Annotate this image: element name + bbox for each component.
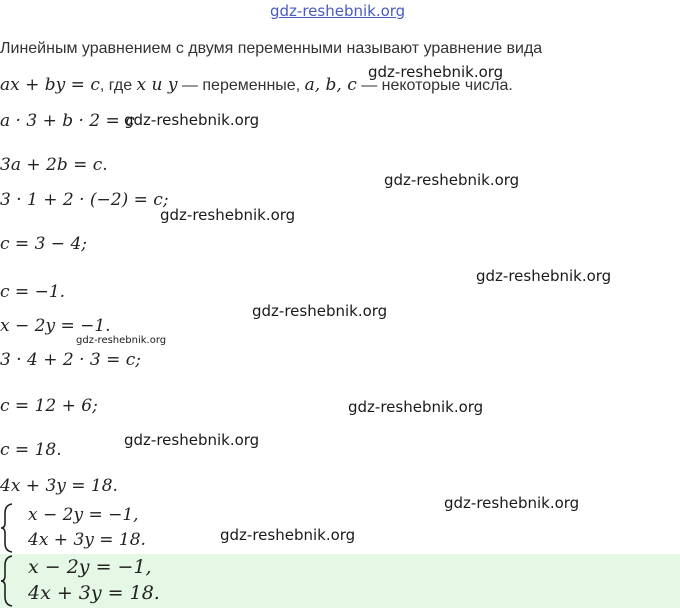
watermark: gdz-reshebnik.org xyxy=(220,526,356,544)
answer-eq-2: 4x + 3y = 18. xyxy=(28,582,160,604)
variables: x и y xyxy=(136,75,178,95)
system-eq-2: 4x + 3y = 18. xyxy=(28,530,146,550)
watermark: gdz-reshebnik.org xyxy=(160,206,296,224)
watermark: gdz-reshebnik.org xyxy=(476,267,612,285)
watermark: gdz-reshebnik.org xyxy=(124,111,260,129)
step-6: x − 2y = −1. xyxy=(0,316,111,336)
watermark: gdz-reshebnik.org xyxy=(384,171,520,189)
left-brace-icon xyxy=(0,555,14,607)
general-formula: ax + by = c xyxy=(0,75,100,95)
step-2: 3a + 2b = c. xyxy=(0,155,108,175)
step-8: c = 12 + 6; xyxy=(0,396,98,416)
watermark: gdz-reshebnik.org xyxy=(348,398,484,416)
step-1: a · 3 + b · 2 = c xyxy=(0,111,135,131)
left-brace-icon xyxy=(0,503,14,553)
answer-eq-1: x − 2y = −1, xyxy=(28,556,152,578)
definition-text-2: — переменные, xyxy=(177,77,305,94)
answer-box xyxy=(0,554,680,608)
step-5: c = −1. xyxy=(0,282,66,302)
system-eq-1: x − 2y = −1, xyxy=(28,505,139,525)
definition-text-1: , где xyxy=(99,77,137,94)
step-4: c = 3 − 4; xyxy=(0,234,87,254)
step-3: 3 · 1 + 2 · (−2) = c; xyxy=(0,190,169,210)
step-7: 3 · 4 + 2 · 3 = c; xyxy=(0,350,142,370)
watermark: gdz-reshebnik.org xyxy=(252,302,388,320)
step-9: c = 18. xyxy=(0,440,62,460)
constants: a, b, c xyxy=(304,75,357,95)
definition-text-3: — некоторые числа. xyxy=(356,77,513,94)
intro-text: Линейным уравнением с двумя переменными называют уравнение вида xyxy=(0,40,543,57)
watermark: gdz-reshebnik.org xyxy=(124,431,260,449)
watermark: gdz-reshebnik.org xyxy=(444,494,580,512)
watermark: gdz-reshebnik.org xyxy=(368,63,504,81)
equation-system xyxy=(0,503,200,553)
watermark: gdz-reshebnik.org xyxy=(76,335,167,346)
site-link[interactable]: gdz-reshebnik.org xyxy=(270,2,406,20)
step-10: 4x + 3y = 18. xyxy=(0,476,118,496)
